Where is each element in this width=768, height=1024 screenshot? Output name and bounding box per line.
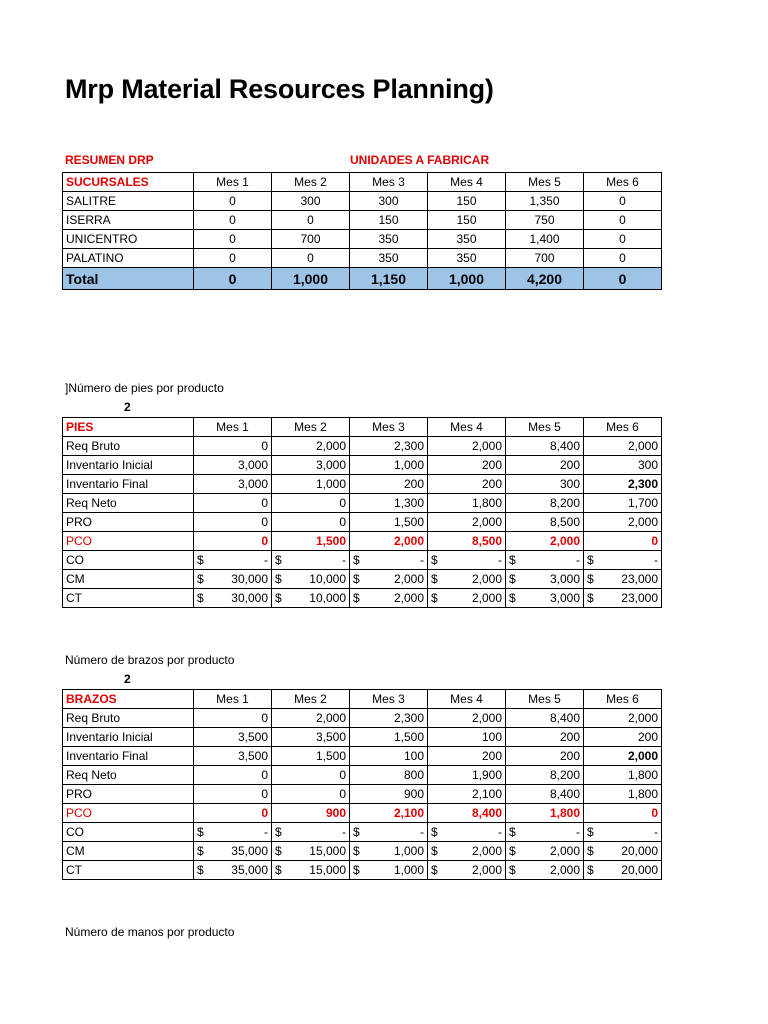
- currency-symbol: $: [587, 862, 594, 877]
- row-label: CO: [63, 823, 194, 842]
- table-cell: 1,500: [272, 532, 350, 551]
- table-cell: 2,000: [584, 437, 662, 456]
- summary-table: [62, 172, 662, 290]
- table-row: [63, 728, 662, 747]
- pies-factor: 2: [124, 400, 131, 414]
- currency-symbol: $: [197, 862, 204, 877]
- table-row: [63, 494, 662, 513]
- table-cell: 3,000: [194, 456, 272, 475]
- currency-symbol: $: [353, 590, 360, 605]
- currency-symbol: $: [197, 552, 204, 567]
- row-label: CT: [63, 861, 194, 880]
- manos-caption: Número de manos por producto: [65, 925, 235, 939]
- units-label: UNIDADES A FABRICAR: [350, 153, 490, 167]
- table-header-row: [63, 690, 662, 709]
- money-value: -: [654, 824, 658, 839]
- table-cell: 0: [584, 249, 662, 268]
- header-cell: Mes 1: [194, 173, 272, 192]
- money-value: 30,000: [231, 590, 268, 605]
- table-cell: 0: [272, 249, 350, 268]
- table-row: [63, 532, 662, 551]
- table-cell: 8,400: [428, 804, 506, 823]
- currency-symbol: $: [275, 571, 282, 586]
- brazos-caption: Número de brazos por producto: [65, 653, 235, 667]
- money-cell: [350, 842, 428, 861]
- header-cell: Mes 5: [506, 173, 584, 192]
- table-cell: 700: [506, 249, 584, 268]
- currency-symbol: $: [431, 862, 438, 877]
- row-label: PRO: [63, 513, 194, 532]
- table-cell: 2,000: [584, 709, 662, 728]
- header-cell: Mes 5: [506, 418, 584, 437]
- currency-symbol: $: [509, 862, 516, 877]
- money-value: 2,000: [393, 571, 424, 586]
- money-value: -: [498, 552, 502, 567]
- currency-symbol: $: [587, 824, 594, 839]
- table-row: [63, 747, 662, 766]
- row-label: CT: [63, 589, 194, 608]
- money-cell: [584, 861, 662, 880]
- money-cell: [272, 570, 350, 589]
- money-cell: [428, 551, 506, 570]
- table-cell: 1,300: [350, 494, 428, 513]
- currency-symbol: $: [197, 590, 204, 605]
- table-cell: 350: [428, 249, 506, 268]
- row-label: CO: [63, 551, 194, 570]
- money-cell: [428, 570, 506, 589]
- table-cell: 2,000: [584, 513, 662, 532]
- table-cell: 0: [194, 766, 272, 785]
- row-label: Inventario Final: [63, 747, 194, 766]
- table-row: [63, 456, 662, 475]
- table-cell: 0: [584, 804, 662, 823]
- currency-symbol: $: [431, 824, 438, 839]
- currency-symbol: $: [587, 571, 594, 586]
- money-value: 23,000: [621, 590, 658, 605]
- table-cell: 0: [194, 513, 272, 532]
- row-label: UNICENTRO: [63, 230, 194, 249]
- money-cell: [272, 589, 350, 608]
- table-cell: 0: [584, 211, 662, 230]
- money-cell: [194, 551, 272, 570]
- table-cell: 0: [272, 766, 350, 785]
- currency-symbol: $: [431, 552, 438, 567]
- currency-symbol: $: [509, 824, 516, 839]
- total-cell: 1,000: [428, 268, 506, 290]
- money-cell: [428, 861, 506, 880]
- money-value: 1,000: [393, 843, 424, 858]
- money-value: 2,000: [393, 590, 424, 605]
- money-value: 10,000: [309, 571, 346, 586]
- table-cell: 800: [350, 766, 428, 785]
- header-cell: Mes 3: [350, 690, 428, 709]
- pies-caption: ]Número de pies por producto: [65, 381, 224, 395]
- money-value: 10,000: [309, 590, 346, 605]
- money-row: [63, 823, 662, 842]
- header-cell: Mes 3: [350, 418, 428, 437]
- table-cell: 350: [428, 230, 506, 249]
- table-cell: 2,000: [584, 747, 662, 766]
- money-value: 2,000: [549, 843, 580, 858]
- row-label: Req Neto: [63, 766, 194, 785]
- row-label: Inventario Inicial: [63, 728, 194, 747]
- total-row: [63, 268, 662, 290]
- table-cell: 900: [350, 785, 428, 804]
- currency-symbol: $: [509, 590, 516, 605]
- header-cell: PIES: [63, 418, 194, 437]
- money-cell: [350, 570, 428, 589]
- currency-symbol: $: [587, 843, 594, 858]
- table-cell: 900: [272, 804, 350, 823]
- table-cell: 0: [584, 192, 662, 211]
- money-value: 20,000: [621, 862, 658, 877]
- table-cell: 1,800: [506, 804, 584, 823]
- table-cell: 1,350: [506, 192, 584, 211]
- header-cell: Mes 4: [428, 690, 506, 709]
- money-cell: [272, 842, 350, 861]
- money-value: 2,000: [471, 862, 502, 877]
- money-value: -: [576, 552, 580, 567]
- table-header-row: [63, 418, 662, 437]
- money-cell: [506, 823, 584, 842]
- pies-table: [62, 417, 662, 608]
- table-cell: 150: [428, 211, 506, 230]
- table-cell: 2,000: [272, 709, 350, 728]
- table-cell: 0: [194, 804, 272, 823]
- table-cell: 350: [350, 230, 428, 249]
- table-cell: 300: [272, 192, 350, 211]
- table-cell: 3,500: [272, 728, 350, 747]
- table-row: [63, 709, 662, 728]
- money-row: [63, 861, 662, 880]
- table-cell: 100: [428, 728, 506, 747]
- money-value: -: [420, 824, 424, 839]
- row-label: PALATINO: [63, 249, 194, 268]
- table-cell: 1,900: [428, 766, 506, 785]
- money-cell: [506, 551, 584, 570]
- money-value: -: [420, 552, 424, 567]
- table-row: [63, 475, 662, 494]
- table-cell: 1,700: [584, 494, 662, 513]
- table-cell: 2,000: [428, 437, 506, 456]
- table-cell: 2,300: [350, 437, 428, 456]
- currency-symbol: $: [353, 571, 360, 586]
- money-cell: [584, 842, 662, 861]
- total-cell: 4,200: [506, 268, 584, 290]
- table-cell: 2,000: [350, 532, 428, 551]
- header-cell: Mes 3: [350, 173, 428, 192]
- table-cell: 0: [194, 785, 272, 804]
- money-cell: [194, 589, 272, 608]
- table-cell: 2,300: [584, 475, 662, 494]
- currency-symbol: $: [431, 843, 438, 858]
- table-cell: 0: [194, 249, 272, 268]
- money-cell: [350, 861, 428, 880]
- table-cell: 3,500: [194, 728, 272, 747]
- table-header-row: [63, 173, 662, 192]
- currency-symbol: $: [275, 862, 282, 877]
- row-label: ISERRA: [63, 211, 194, 230]
- table-cell: 200: [428, 456, 506, 475]
- money-value: 2,000: [471, 571, 502, 586]
- header-cell: Mes 5: [506, 690, 584, 709]
- row-label: Req Bruto: [63, 709, 194, 728]
- money-value: 15,000: [309, 843, 346, 858]
- table-cell: 150: [350, 211, 428, 230]
- table-cell: 2,000: [428, 513, 506, 532]
- money-value: 3,000: [549, 590, 580, 605]
- money-cell: [506, 570, 584, 589]
- money-value: 1,000: [393, 862, 424, 877]
- money-value: 15,000: [309, 862, 346, 877]
- total-label: Total: [63, 268, 194, 290]
- money-cell: [194, 570, 272, 589]
- header-cell: Mes 6: [584, 690, 662, 709]
- table-cell: 8,500: [428, 532, 506, 551]
- table-cell: 0: [194, 709, 272, 728]
- money-cell: [272, 551, 350, 570]
- table-cell: 1,800: [584, 766, 662, 785]
- currency-symbol: $: [509, 571, 516, 586]
- currency-symbol: $: [275, 590, 282, 605]
- money-cell: [272, 861, 350, 880]
- table-row: [63, 766, 662, 785]
- summary-label: RESUMEN DRP: [65, 153, 154, 167]
- currency-symbol: $: [275, 824, 282, 839]
- table-cell: 1,400: [506, 230, 584, 249]
- currency-symbol: $: [431, 571, 438, 586]
- table-row: [63, 230, 662, 249]
- brazos-factor: 2: [124, 672, 131, 686]
- table-cell: 300: [350, 192, 428, 211]
- total-cell: 1,150: [350, 268, 428, 290]
- table-cell: 1,000: [272, 475, 350, 494]
- currency-symbol: $: [197, 843, 204, 858]
- currency-symbol: $: [197, 571, 204, 586]
- table-cell: 8,400: [506, 437, 584, 456]
- money-value: -: [498, 824, 502, 839]
- money-value: 35,000: [231, 843, 268, 858]
- currency-symbol: $: [353, 862, 360, 877]
- money-cell: [584, 570, 662, 589]
- row-label: PCO: [63, 804, 194, 823]
- currency-symbol: $: [275, 843, 282, 858]
- row-label: Req Bruto: [63, 437, 194, 456]
- row-label: PCO: [63, 532, 194, 551]
- table-cell: 0: [194, 494, 272, 513]
- total-cell: 0: [194, 268, 272, 290]
- table-cell: 0: [194, 211, 272, 230]
- table-cell: 200: [428, 475, 506, 494]
- header-cell: SUCURSALES: [63, 173, 194, 192]
- currency-symbol: $: [197, 824, 204, 839]
- table-cell: 0: [584, 532, 662, 551]
- currency-symbol: $: [275, 552, 282, 567]
- money-value: -: [576, 824, 580, 839]
- money-cell: [506, 842, 584, 861]
- table-row: [63, 785, 662, 804]
- table-cell: 1,500: [350, 513, 428, 532]
- table-cell: 0: [272, 494, 350, 513]
- currency-symbol: $: [431, 590, 438, 605]
- table-cell: 2,000: [272, 437, 350, 456]
- row-label: SALITRE: [63, 192, 194, 211]
- table-cell: 8,400: [506, 785, 584, 804]
- table-cell: 200: [584, 728, 662, 747]
- money-value: 2,000: [549, 862, 580, 877]
- table-cell: 750: [506, 211, 584, 230]
- money-cell: [428, 589, 506, 608]
- currency-symbol: $: [353, 824, 360, 839]
- table-cell: 0: [272, 513, 350, 532]
- money-value: 2,000: [471, 590, 502, 605]
- money-cell: [584, 551, 662, 570]
- money-cell: [428, 842, 506, 861]
- money-value: 23,000: [621, 571, 658, 586]
- table-cell: 0: [194, 437, 272, 456]
- money-value: 20,000: [621, 843, 658, 858]
- brazos-table: [62, 689, 662, 880]
- currency-symbol: $: [353, 843, 360, 858]
- currency-symbol: $: [353, 552, 360, 567]
- row-label: CM: [63, 570, 194, 589]
- header-cell: Mes 2: [272, 418, 350, 437]
- total-cell: 0: [584, 268, 662, 290]
- money-cell: [506, 589, 584, 608]
- money-cell: [584, 589, 662, 608]
- table-cell: 8,200: [506, 494, 584, 513]
- header-cell: Mes 2: [272, 690, 350, 709]
- total-cell: 1,000: [272, 268, 350, 290]
- table-cell: 0: [584, 230, 662, 249]
- header-cell: Mes 6: [584, 418, 662, 437]
- table-cell: 3,000: [272, 456, 350, 475]
- table-cell: 3,500: [194, 747, 272, 766]
- table-cell: 2,100: [428, 785, 506, 804]
- money-row: [63, 842, 662, 861]
- money-value: -: [264, 824, 268, 839]
- table-cell: 2,000: [506, 532, 584, 551]
- header-cell: Mes 6: [584, 173, 662, 192]
- table-row: [63, 249, 662, 268]
- currency-symbol: $: [509, 843, 516, 858]
- money-value: -: [342, 552, 346, 567]
- currency-symbol: $: [587, 552, 594, 567]
- table-cell: 200: [506, 456, 584, 475]
- money-value: 3,000: [549, 571, 580, 586]
- header-cell: Mes 2: [272, 173, 350, 192]
- table-cell: 0: [272, 785, 350, 804]
- table-row: [63, 192, 662, 211]
- money-cell: [428, 823, 506, 842]
- table-cell: 0: [272, 211, 350, 230]
- header-cell: Mes 1: [194, 418, 272, 437]
- table-cell: 0: [194, 532, 272, 551]
- money-value: 2,000: [471, 843, 502, 858]
- table-cell: 2,000: [428, 709, 506, 728]
- table-row: [63, 437, 662, 456]
- money-value: 30,000: [231, 571, 268, 586]
- table-cell: 3,000: [194, 475, 272, 494]
- table-cell: 0: [194, 230, 272, 249]
- table-cell: 1,500: [350, 728, 428, 747]
- row-label: Req Neto: [63, 494, 194, 513]
- table-cell: 350: [350, 249, 428, 268]
- money-row: [63, 589, 662, 608]
- money-cell: [350, 589, 428, 608]
- table-cell: 1,000: [350, 456, 428, 475]
- table-cell: 8,200: [506, 766, 584, 785]
- table-cell: 700: [272, 230, 350, 249]
- table-cell: 8,400: [506, 709, 584, 728]
- money-cell: [506, 861, 584, 880]
- table-cell: 1,800: [428, 494, 506, 513]
- money-cell: [272, 823, 350, 842]
- table-cell: 200: [350, 475, 428, 494]
- table-cell: 100: [350, 747, 428, 766]
- money-cell: [350, 823, 428, 842]
- row-label: Inventario Inicial: [63, 456, 194, 475]
- table-cell: 300: [506, 475, 584, 494]
- table-cell: 2,100: [350, 804, 428, 823]
- currency-symbol: $: [509, 552, 516, 567]
- header-cell: BRAZOS: [63, 690, 194, 709]
- row-label: PRO: [63, 785, 194, 804]
- table-cell: 8,500: [506, 513, 584, 532]
- table-cell: 300: [584, 456, 662, 475]
- money-cell: [194, 823, 272, 842]
- money-cell: [194, 842, 272, 861]
- row-label: CM: [63, 842, 194, 861]
- money-cell: [584, 823, 662, 842]
- table-cell: 150: [428, 192, 506, 211]
- table-cell: 1,800: [584, 785, 662, 804]
- money-row: [63, 551, 662, 570]
- currency-symbol: $: [587, 590, 594, 605]
- table-cell: 0: [194, 192, 272, 211]
- table-row: [63, 804, 662, 823]
- table-cell: 200: [506, 728, 584, 747]
- header-cell: Mes 4: [428, 418, 506, 437]
- table-cell: 2,300: [350, 709, 428, 728]
- row-label: Inventario Final: [63, 475, 194, 494]
- money-cell: [194, 861, 272, 880]
- money-row: [63, 570, 662, 589]
- header-cell: Mes 4: [428, 173, 506, 192]
- table-cell: 200: [506, 747, 584, 766]
- header-cell: Mes 1: [194, 690, 272, 709]
- table-row: [63, 513, 662, 532]
- page-title: Mrp Material Resources Planning): [65, 74, 494, 104]
- table-row: [63, 211, 662, 230]
- money-value: -: [342, 824, 346, 839]
- money-value: -: [654, 552, 658, 567]
- table-cell: 200: [428, 747, 506, 766]
- money-value: -: [264, 552, 268, 567]
- table-cell: 1,500: [272, 747, 350, 766]
- money-value: 35,000: [231, 862, 268, 877]
- money-cell: [350, 551, 428, 570]
